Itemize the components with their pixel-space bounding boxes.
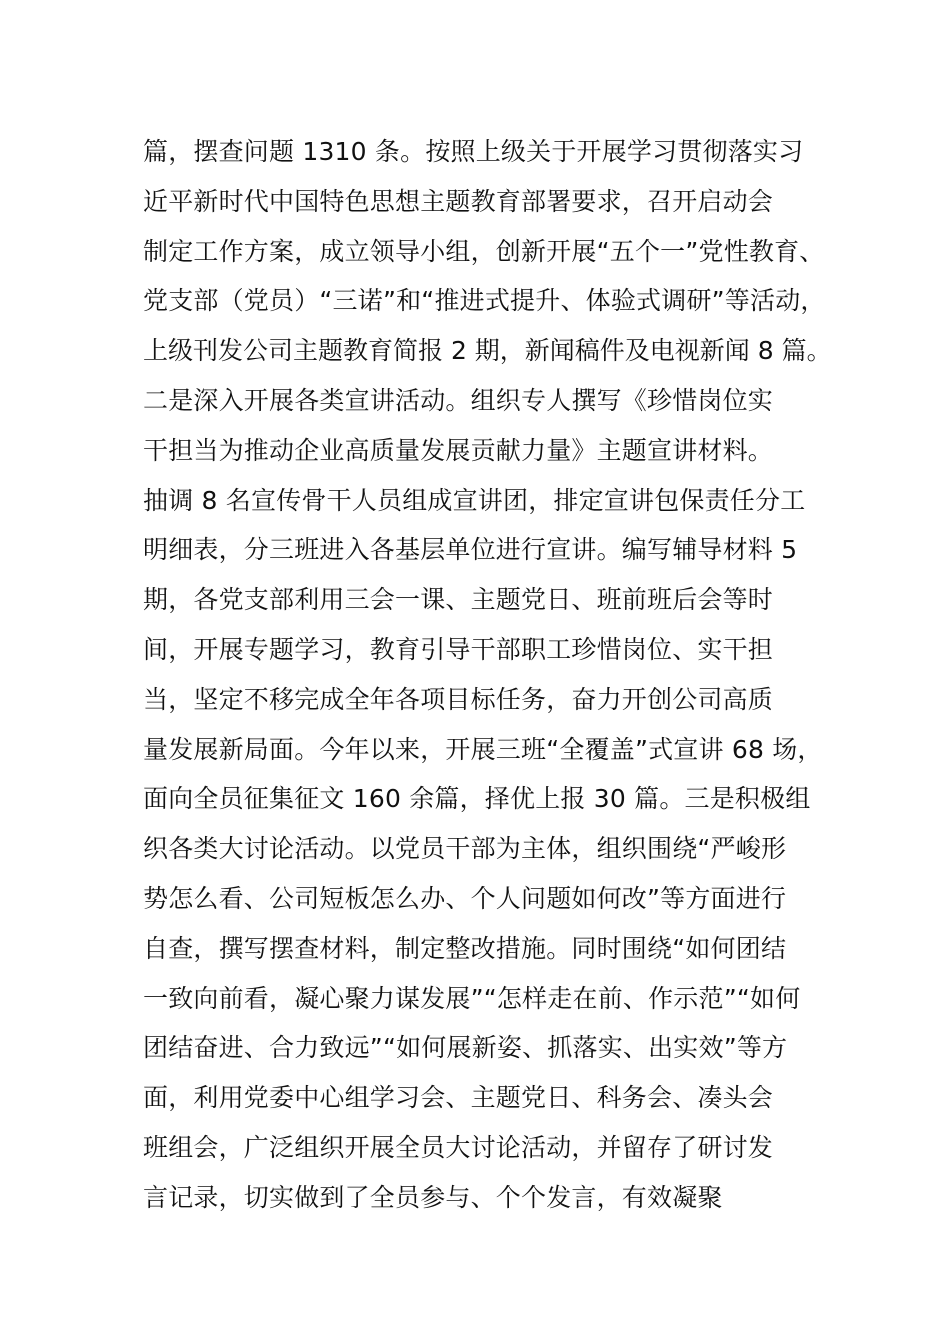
text-line: 近平新时代中国特色思想主题教育部署要求，召开启动会 [143, 186, 774, 216]
text-line: 上级刊发公司主题教育简报 2 期，新闻稿件及电视新闻 8 篇。 [143, 336, 832, 366]
text-line: 当，坚定不移完成全年各项目标任务，奋力开创公司高质 [143, 684, 774, 714]
body-text [143, 127, 833, 1223]
text-line: 量发展新局面。今年以来，开展三班“全覆盖”式宣讲 68 场， [143, 734, 823, 764]
text-line: 面向全员征集征文 160 余篇，择优上报 30 篇。三是积极组 [143, 784, 811, 814]
text-line: 面，利用党委中心组学习会、主题党日、科务会、凑头会 [143, 1083, 774, 1113]
text-line: 二是深入开展各类宣讲活动。组织专人撰写《珍惜岗位实 [143, 385, 774, 415]
text-line: 一致向前看，凝心聚力谋发展”“怎样走在前、作示范”“如何 [143, 983, 801, 1013]
text-line: 织各类大讨论活动。以党员干部为主体，组织围绕“严峻形 [143, 834, 787, 864]
text-line: 抽调 8 名宣传骨干人员组成宣讲团，排定宣讲包保责任分工 [143, 485, 806, 515]
text-line: 明细表，分三班进入各基层单位进行宣讲。编写辅导材料 5 [143, 535, 798, 565]
text-line: 篇，摆查问题 1310 条。按照上级关于开展学习贯彻落实习 [143, 137, 804, 166]
text-line: 团结奋进、合力致远”“如何展新姿、抓落实、出实效”等方 [143, 1033, 788, 1063]
text-line: 干担当为推动企业高质量发展贡献力量》主题宣讲材料。 [143, 435, 774, 465]
text-line: 间，开展专题学习，教育引导干部职工珍惜岗位、实干担 [143, 634, 774, 664]
text-line: 势怎么看、公司短板怎么办、个人问题如何改”等方面进行 [143, 883, 787, 913]
text-line: 期，各党支部利用三会一课、主题党日、班前班后会等时 [143, 585, 774, 615]
text-line: 言记录，切实做到了全员参与、个个发言，有效凝聚 [143, 1182, 723, 1212]
text-line: 自查，撰写摆查材料，制定整改措施。同时围绕“如何团结 [143, 933, 787, 963]
text-line: 制定工作方案，成立领导小组，创新开展“五个一”党性教育、 [143, 236, 825, 266]
text-line: 党支部（党员）“三诺”和“推进式提升、体验式调研”等活动， [143, 286, 826, 316]
text-line: 班组会，广泛组织开展全员大讨论活动，并留存了研讨发 [143, 1132, 774, 1162]
